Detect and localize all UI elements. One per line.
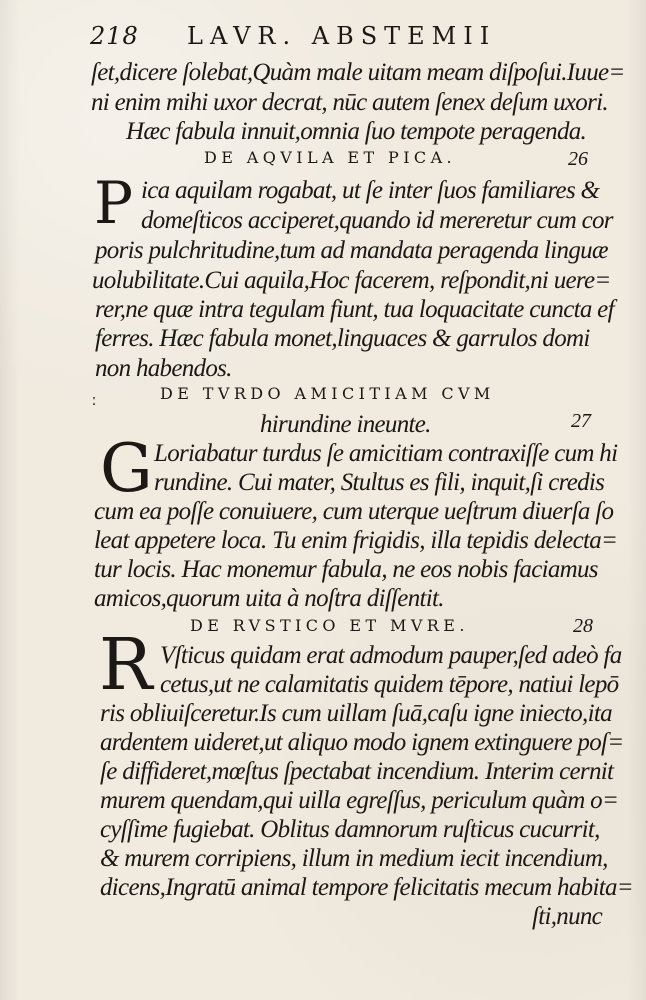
fable-28-line-8: & murem corripiens, illum in medium iecit incendium,	[100, 845, 608, 872]
fable-title-28: DE RVSTICO ET MVRE.	[190, 616, 469, 635]
fable-27-line-5: tur locis. Hac monemur fabula, ne eos nobis faciamus	[94, 556, 598, 583]
fable-26-line-3: poris pulchritudine,tum ad mandata peragenda linguæ	[95, 237, 608, 264]
fable-26-line-4: uolubilitate.Cui aquila,Hoc facerem, reſpondit,ni uere=	[92, 267, 611, 294]
fable-26-line-6: ferres. Hæc fabula monet,linguaces & garrulos domi	[95, 325, 590, 352]
drop-cap-g: G	[100, 430, 153, 507]
continuation-line-3: Hæc fabula innuit,omnia ſuo tempote peragenda.	[126, 118, 587, 145]
fable-28-line-5: ſe diffideret,mœſtus ſpectabat incendium. Interim cernit	[100, 758, 614, 785]
fable-title-27-line-2: hirundine ineunte.	[260, 411, 431, 438]
fable-26-line-2: domeſticos acciperet,quando id mereretur cum cor	[141, 207, 613, 234]
fable-28-line-1: Vſticus quidam erat admodum pauper,ſed adeò fa	[160, 642, 622, 669]
fable-27-line-2: rundine. Cui mater, Stultus es fili, inquit,ſi credis	[154, 469, 605, 496]
margin-mark-27: ː	[91, 389, 98, 410]
fable-27-line-1: Loriabatur turdus ſe amicitiam contraxiſſe cum hi	[154, 440, 618, 467]
fable-number-27: 27	[571, 410, 591, 432]
fable-28-line-9: dicens,Ingratū animal tempore felicitatis mecum habita=	[100, 874, 633, 901]
fable-26-line-1: ica aquilam rogabat, ut ſe inter ſuos familiares &	[141, 177, 600, 204]
fable-28-line-4: ardentem uideret,ut aliquo modo ignem extinguere poſ=	[100, 729, 624, 756]
drop-cap-p: P	[94, 169, 134, 237]
continuation-line-1: ſet,dicere ſolebat,Quàm male uitam meam diſpoſui.Iuue=	[91, 59, 625, 86]
fable-number-28: 28	[573, 615, 593, 637]
continuation-line-2: ni enim mihi uxor decrat, nūc autem ſenex deſum uxori.	[91, 89, 608, 116]
fable-27-line-4: leat appetere loca. Tu enim frigidis, illa tepidis delecta=	[94, 527, 618, 554]
fable-number-26: 26	[568, 148, 588, 170]
drop-cap-r: R	[99, 623, 153, 706]
fable-27-line-6: amicos,quorum uita à noſtra diſſentit.	[94, 585, 444, 612]
fable-title-26: DE AQVILA ET PICA.	[204, 148, 457, 167]
page-number: 218	[90, 22, 139, 50]
fable-26-line-7: non habendos.	[95, 355, 232, 382]
fable-28-line-6: murem quendam,qui uilla egreſſus, periculum quàm o=	[100, 787, 619, 814]
fable-28-line-3: ris obliuiſceretur.Is cum uillam ſuā,caſu igne iniecto,ita	[100, 700, 612, 727]
fable-28-line-7: cyſſime fugiebat. Oblitus damnorum ruſticus cucurrit,	[100, 816, 600, 843]
fable-title-27: DE TVRDO AMICITIAM CVM	[160, 384, 495, 403]
fable-26-line-5: rer,ne quæ intra tegulam fiunt, tua loquacitate cuncta ef	[95, 296, 614, 323]
fable-28-line-10: ſti,nunc	[532, 903, 603, 930]
page-header	[90, 22, 595, 48]
fable-27-line-3: cum ea poſſe conuiuere, cum uterque ueſtrum diuerſa ſo	[94, 498, 614, 525]
running-head: LAVR. ABSTEMII	[187, 22, 497, 50]
fable-28-line-2: cetus,ut ne calamitatis quidem tēpore, natiui lepō	[160, 671, 619, 698]
